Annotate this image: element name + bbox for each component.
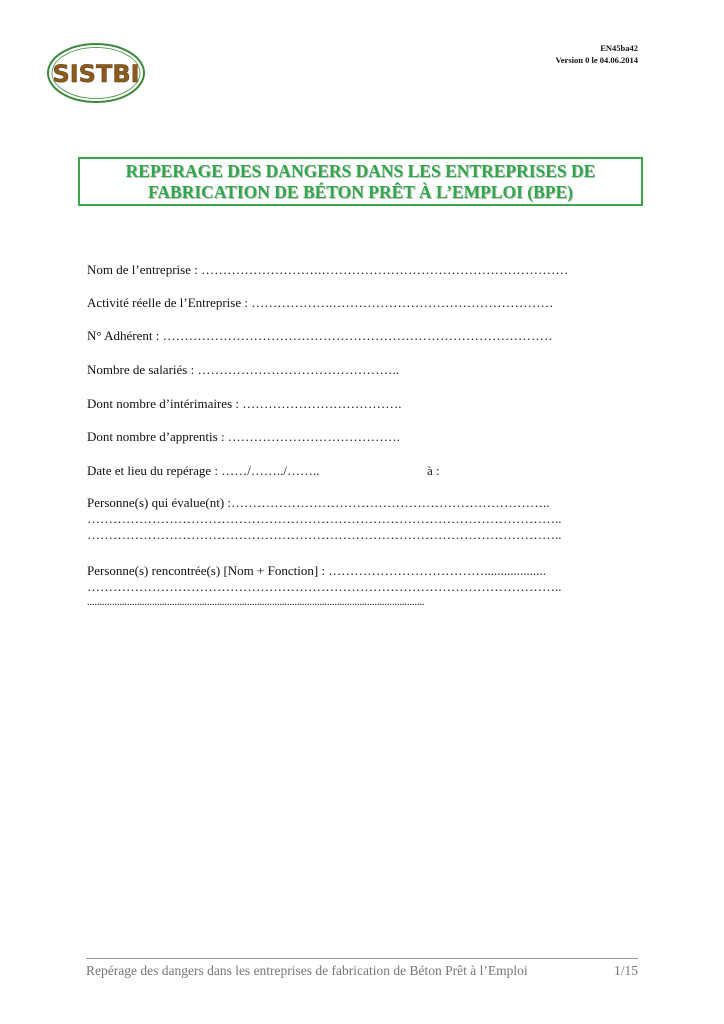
met-persons-line-1[interactable]: Personne(s) rencontrée(s) [Nom + Fonction] : ………………………………................... <box>87 563 547 578</box>
title-line-2: FABRICATION DE BÉTON PRÊT À L’EMPLOI (BPE) <box>148 181 573 202</box>
employees-field[interactable]: Nombre de salariés : ……………………………………….. <box>87 362 399 377</box>
place-label: à : <box>427 463 440 478</box>
footer-text: Repérage des dangers dans les entreprises de fabrication de Béton Prêt à l’Emploi <box>86 963 528 978</box>
title-box <box>78 157 643 206</box>
activity-field[interactable]: Activité réelle de l’Entreprise : ……………….…………………………………………… <box>87 295 554 310</box>
page-number: 1/15 <box>613 963 638 978</box>
temps-field[interactable]: Dont nombre d’intérimaires : ………………………………. <box>87 396 402 411</box>
doc-code: EN45ba42 <box>600 43 638 53</box>
document-reference <box>555 42 638 66</box>
evaluators-line-2[interactable]: ……………………………………………………………………………………………….. <box>87 511 562 526</box>
evaluators-line-3[interactable]: ……………………………………………………………………………………………….. <box>87 527 562 542</box>
evaluators-field[interactable] <box>87 495 562 543</box>
date-field[interactable]: Date et lieu du repérage : ……/……../…….. <box>87 463 320 478</box>
footer-divider <box>86 958 638 959</box>
met-persons-line-3[interactable]: ....................................................................................................................................... <box>87 597 425 608</box>
apprentices-field[interactable]: Dont nombre d’apprentis : …………………………………. <box>87 429 401 444</box>
sistbi-logo <box>46 42 146 104</box>
met-persons-line-2[interactable]: ……………………………………………………………………………………………….. <box>87 579 562 594</box>
doc-version: Version 0 le 04.06.2014 <box>555 55 638 65</box>
company-name-field[interactable]: Nom de l’entreprise : ……………………….………………………………………………… <box>87 262 569 277</box>
title-line-1: REPERAGE DES DANGERS DANS LES ENTREPRISES DE <box>125 160 596 181</box>
svg-text:SISTBI: SISTBI <box>52 60 140 88</box>
member-number-field[interactable]: N° Adhérent : ……………………………………………………………………………… <box>87 328 553 343</box>
date-place-field[interactable] <box>87 463 627 478</box>
evaluators-line-1[interactable]: Personne(s) qui évalue(nt) :……………………………………………………………….. <box>87 495 550 510</box>
met-persons-field[interactable] <box>87 563 562 611</box>
